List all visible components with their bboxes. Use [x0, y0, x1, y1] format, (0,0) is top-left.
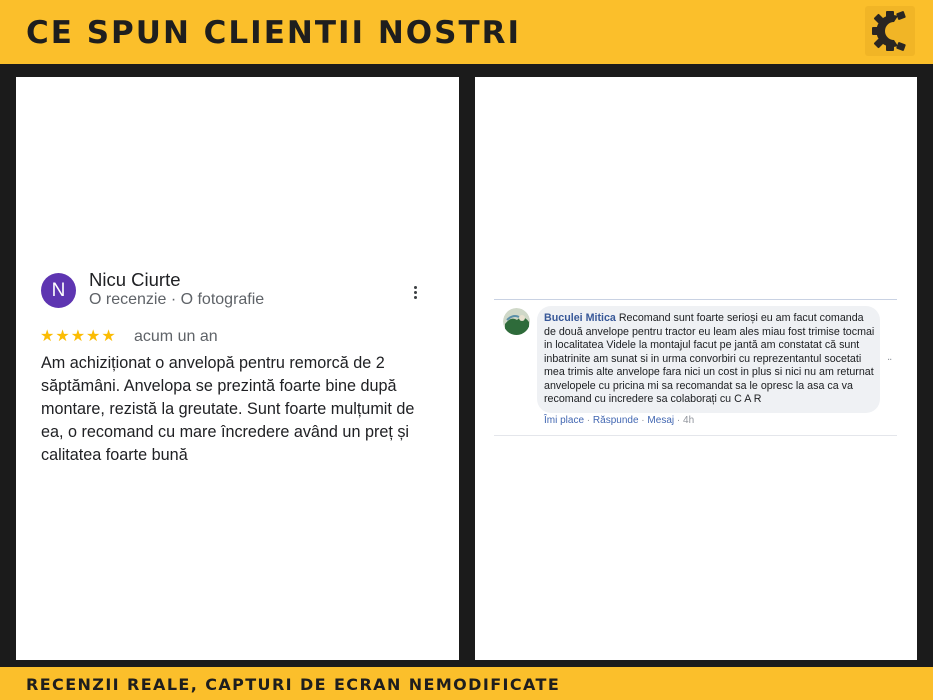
- comment-author[interactable]: Buculei Mitica: [544, 312, 616, 324]
- comment-bubble: [537, 306, 880, 413]
- review-author[interactable]: Nicu Ciurte: [89, 269, 181, 290]
- comment-time[interactable]: 4h: [683, 415, 695, 426]
- page-title: CE SPUN CLIENTII NOSTRI: [26, 15, 522, 51]
- avatar[interactable]: N: [41, 273, 76, 308]
- like-link[interactable]: Îmi place: [544, 415, 585, 426]
- page-footer: [0, 667, 933, 700]
- message-link[interactable]: Mesaj: [647, 415, 675, 426]
- review-text: Am achiziționat o anvelopă pentru remorcă de 2 săptămâni. Anvelopa se prezintă foarte bine după montare, rezistă la greutate. Sunt foarte mulțumit de ea, o recomand cu mare încredere având un preț și calitatea foarte bună: [41, 354, 415, 464]
- divider: [494, 299, 897, 300]
- comment-text: Recomand sunt foarte serioși eu am facut comanda de două anvelope pentru tractor eu leam ales miau fost trimise tocmai in localitatea Videle la montajul facut pe jantă am constatat că sunt inbatrinite am sunat si in urma convorbiri cu reprezentantul socetati mea trimis alte anvelope fara nici un cost in plus si nici nu am returnat anvelopele cu pricina mi sa recomandat sa le opresc la asa ca va recomand cu incredere sa colaborați cu C A R: [544, 312, 875, 405]
- comment-body: [544, 312, 878, 407]
- page-header: [0, 0, 933, 64]
- more-vertical-icon[interactable]: [408, 284, 422, 304]
- more-options-icon[interactable]: ··: [887, 355, 892, 366]
- avatar[interactable]: [503, 308, 530, 335]
- google-review-screenshot: [16, 77, 459, 660]
- separator: ·: [586, 415, 591, 426]
- star-rating: ★★★★★: [40, 326, 117, 345]
- separator: ·: [676, 415, 681, 426]
- divider: [494, 435, 897, 436]
- comment-actions: [544, 415, 694, 426]
- gear-c-logo-icon: [865, 6, 915, 56]
- footer-caption: RECENZII REALE, CAPTURI DE ECRAN NEMODIFICATE: [26, 675, 561, 694]
- review-date: acum un an: [134, 328, 218, 345]
- facebook-comment-screenshot: [475, 77, 917, 660]
- review-author-meta: O recenzie · O fotografie: [89, 291, 265, 308]
- separator: ·: [641, 415, 645, 426]
- reply-link[interactable]: Răspunde: [592, 415, 639, 426]
